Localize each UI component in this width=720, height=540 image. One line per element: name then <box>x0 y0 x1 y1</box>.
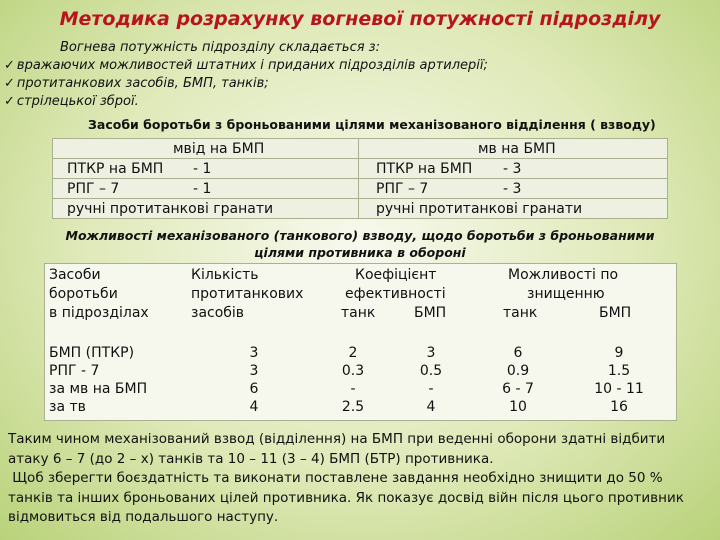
row-means: РПГ - 7 <box>49 363 100 379</box>
row-count: 3 <box>249 363 259 379</box>
right-row-value: - 3 <box>503 181 522 197</box>
check-icon: ✓ <box>4 94 15 109</box>
row-coef-bmp: 3 <box>426 345 436 361</box>
conclusion-line: Таким чином механізований взвод (відділення) на БМП при веденні оборони здатні відбити <box>8 431 666 447</box>
row-means: за тв <box>49 399 86 415</box>
row-divider <box>53 198 667 199</box>
conclusion-line: Щоб зберегти боєздатність та виконати поставлене завдання необхідно знищити до 50 % <box>8 470 663 486</box>
intro-text: Вогнева потужність підрозділу складається з: <box>60 40 380 55</box>
section2-heading <box>40 227 680 261</box>
left-row-name: ПТКР на БМП <box>67 161 164 177</box>
left-column-header: мвід на БМП <box>173 141 265 157</box>
conclusion-line: танків та інших броньованих цілей противника. Як показує досвід війн після цього противник <box>8 489 684 506</box>
header-coef-tank: танк <box>341 305 376 321</box>
header-coef-bmp: БМП <box>414 305 447 321</box>
bullet-item <box>4 76 269 91</box>
row-poss-tank: 10 <box>509 399 527 415</box>
bullet-text: вражаючих можливостей штатних і приданих підрозділів артилерії; <box>16 58 488 73</box>
bullet-item <box>4 58 488 73</box>
conclusion-text <box>8 430 714 528</box>
conclusion-line: атаку 6 – 7 (до 2 – х) танків та 10 – 11 (3 – 4) БМП (БТР) противника. <box>8 450 494 467</box>
row-poss-bmp: 10 - 11 <box>594 381 644 397</box>
check-icon: ✓ <box>4 58 15 73</box>
left-row-name: ручні протитанкові гранати <box>67 201 274 217</box>
header-count: засобів <box>191 305 245 321</box>
header-coef: Коефіцієнт <box>355 267 437 283</box>
row-poss-bmp: 16 <box>610 399 628 415</box>
row-count: 4 <box>249 399 259 415</box>
bullet-text: протитанкових засобів, БМП, танків; <box>16 76 269 91</box>
column-divider <box>358 139 359 218</box>
row-poss-tank: 6 - 7 <box>502 381 534 397</box>
means-table <box>52 138 668 219</box>
row-coef-bmp: 0.5 <box>419 363 443 379</box>
right-row-name: ПТКР на БМП <box>376 161 473 177</box>
right-row-value: - 3 <box>503 161 522 177</box>
section-heading: Засоби боротьби з броньованими цілями механізованого відділення ( взводу) <box>88 117 656 132</box>
conclusion-line: відмовиться від подальшого наступу. <box>8 509 279 525</box>
row-coef-tank: - <box>350 381 356 397</box>
row-poss-bmp: 9 <box>614 345 624 361</box>
section2-heading-line: Можливості механізованого (танкового) взводу, щодо боротьби з броньованими <box>65 228 655 243</box>
header-poss-tank: танк <box>503 305 538 321</box>
check-icon: ✓ <box>4 76 15 91</box>
header-count: протитанкових <box>191 286 304 302</box>
header-means: Засоби <box>49 267 101 283</box>
row-poss-bmp: 1.5 <box>607 363 631 379</box>
header-coef: ефективності <box>345 286 446 302</box>
row-coef-tank: 2 <box>348 345 358 361</box>
left-row-name: РПГ – 7 <box>67 181 120 197</box>
row-count: 3 <box>249 345 259 361</box>
capabilities-table <box>44 263 677 421</box>
right-column-header: мв на БМП <box>478 141 556 157</box>
row-coef-tank: 0.3 <box>341 363 365 379</box>
row-count: 6 <box>249 381 259 397</box>
right-row-name: ручні протитанкові гранати <box>376 201 583 217</box>
header-poss: знищенню <box>527 286 605 302</box>
bullet-item <box>4 94 139 109</box>
bullet-text: стрілецької зброї. <box>16 94 139 109</box>
slide-title: Методика розрахунку вогневої потужності підрозділу <box>59 8 661 30</box>
header-means: боротьби <box>49 286 118 302</box>
header-poss: Можливості по <box>508 267 619 283</box>
row-coef-bmp: - <box>428 381 434 397</box>
row-divider <box>53 178 667 179</box>
header-count: Кількість <box>191 267 259 283</box>
section2-heading-line: цілями противника в обороні <box>254 245 466 260</box>
row-coef-tank: 2.5 <box>341 399 365 415</box>
row-coef-bmp: 4 <box>426 399 436 415</box>
header-poss-bmp: БМП <box>599 305 632 321</box>
row-poss-tank: 0.9 <box>506 363 530 379</box>
row-means: за мв на БМП <box>49 381 148 397</box>
header-means: в підрозділах <box>49 305 149 321</box>
row-divider <box>53 158 667 159</box>
left-row-value: - 1 <box>193 161 212 177</box>
right-row-name: РПГ – 7 <box>376 181 429 197</box>
left-row-value: - 1 <box>193 181 212 197</box>
row-means: БМП (ПТКР) <box>49 345 135 361</box>
row-poss-tank: 6 <box>513 345 523 361</box>
